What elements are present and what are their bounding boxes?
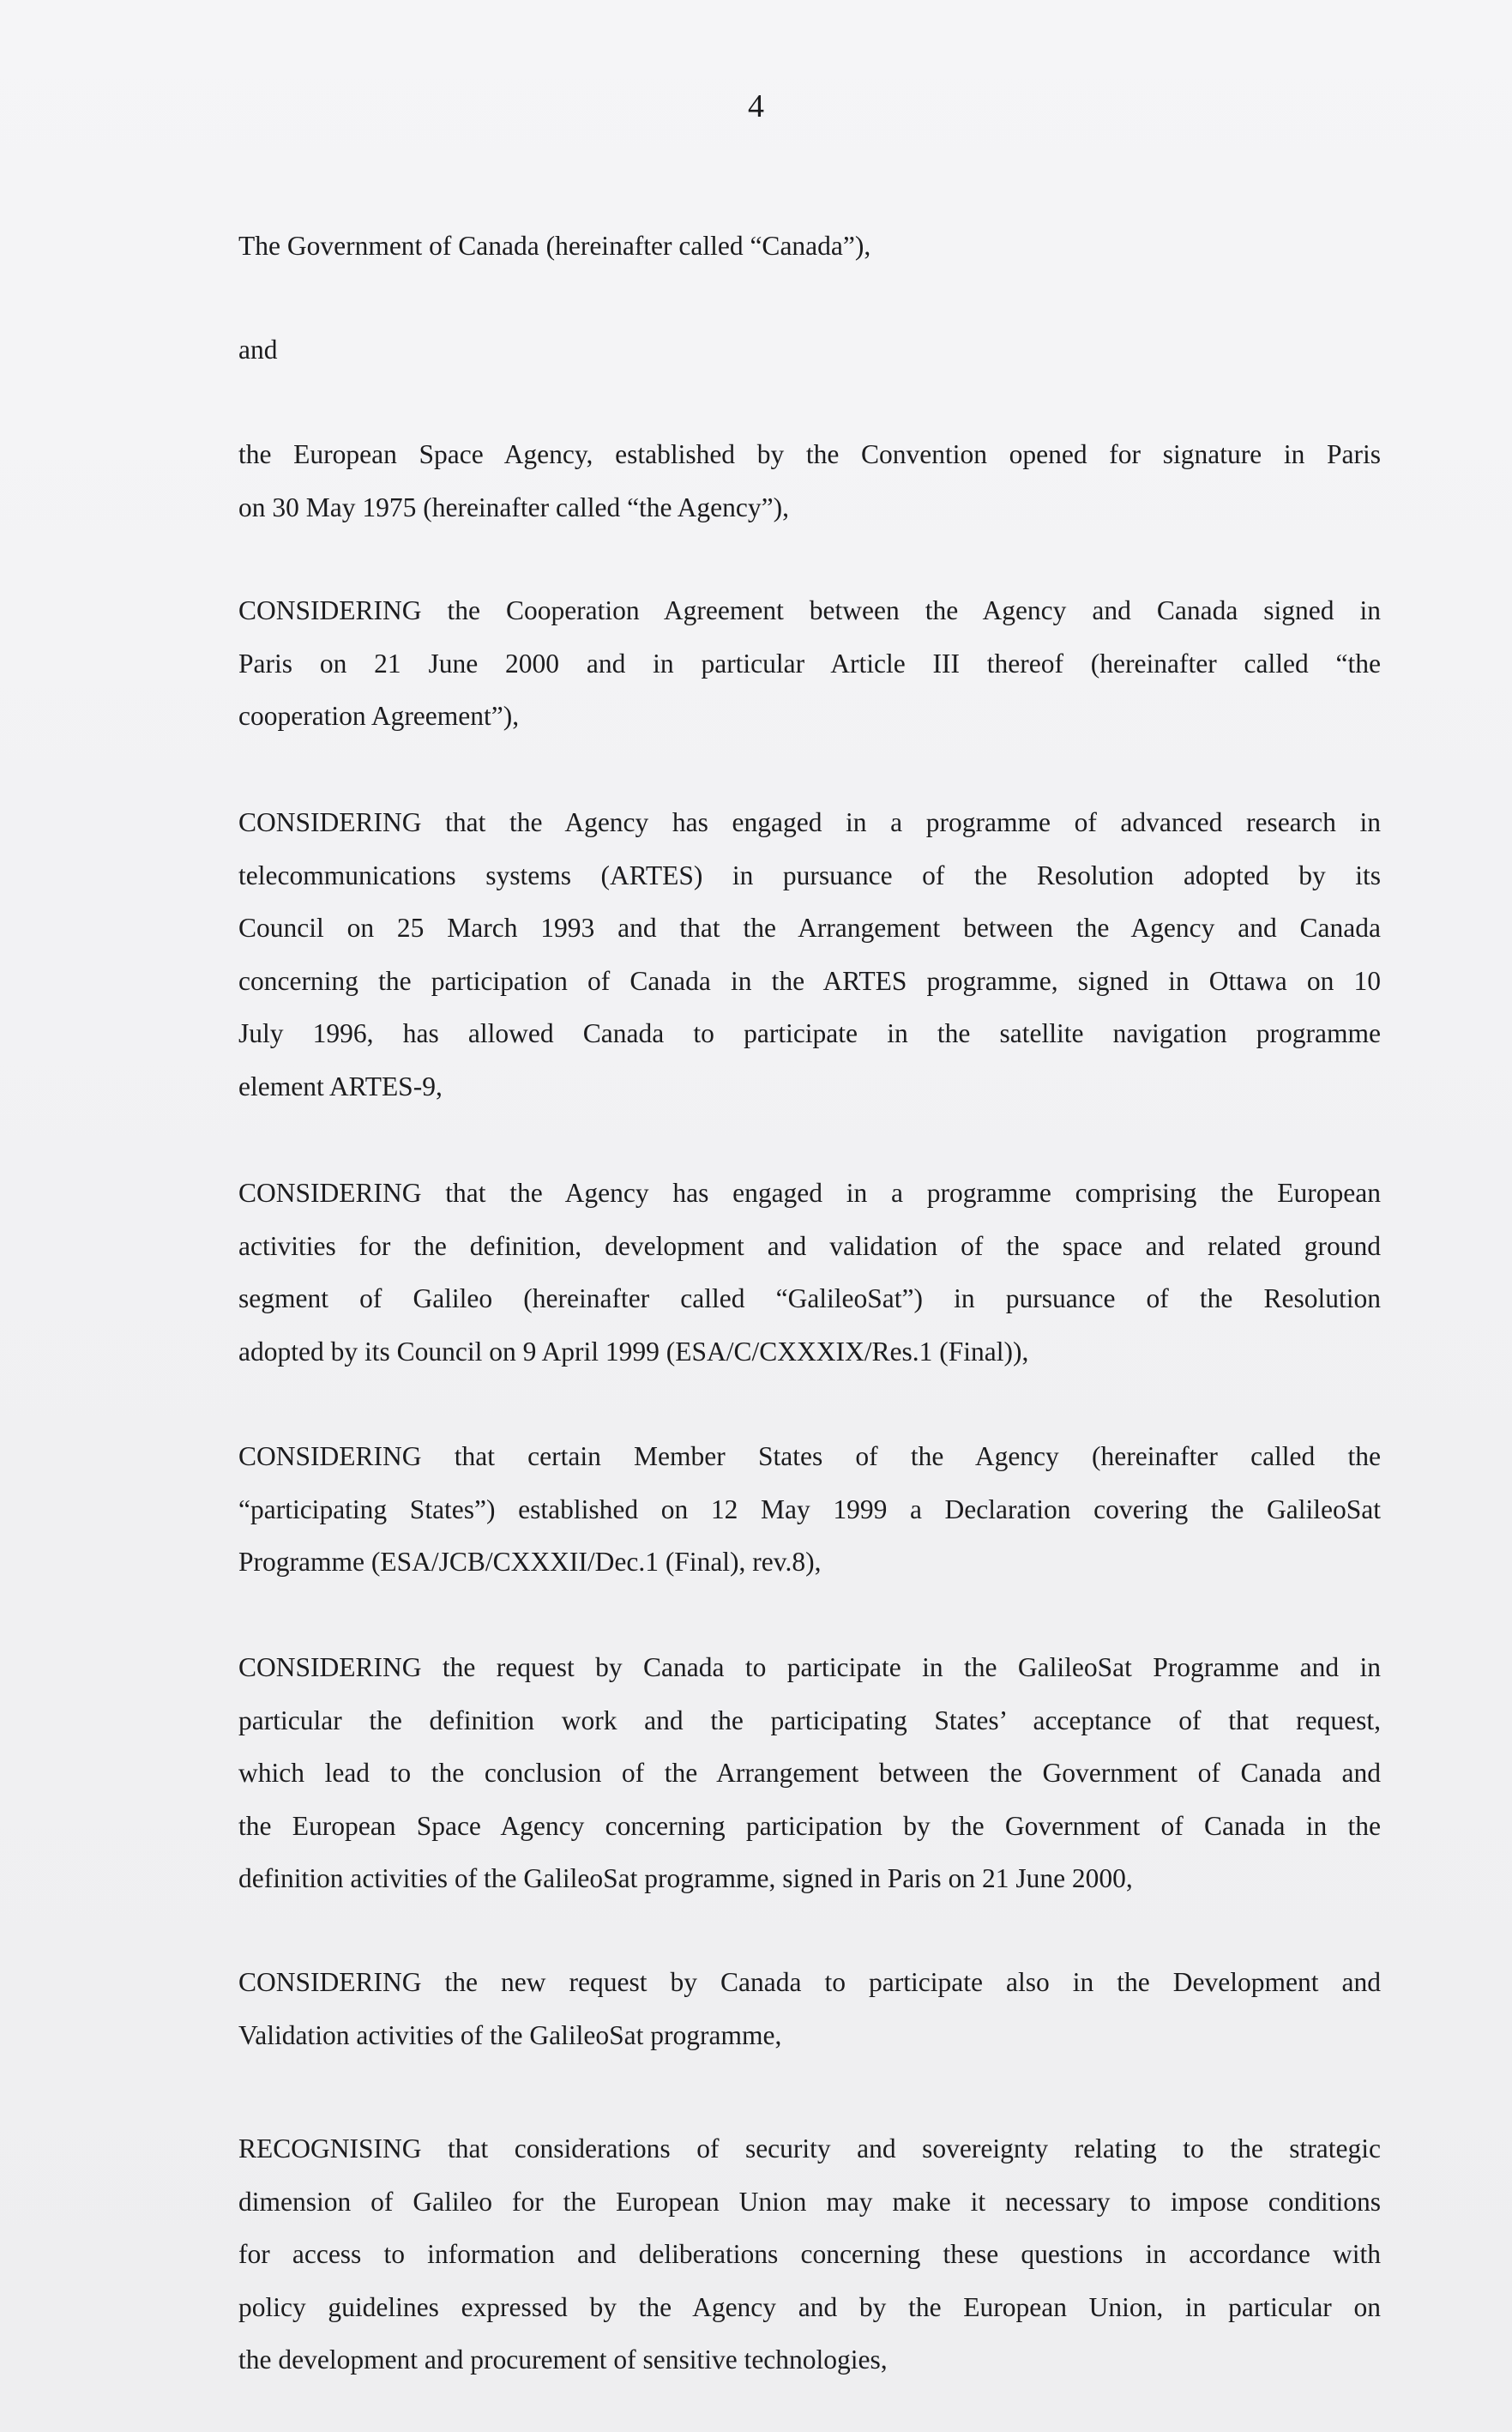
- text-line: CONSIDERING that the Agency has engaged in a programme comprising the European: [238, 1178, 1381, 1208]
- text-line: Council on 25 March 1993 and that the Arrangement between the Agency and Canada: [238, 913, 1381, 943]
- text-line: concerning the participation of Canada in the ARTES programme, signed in Ottawa on 10: [238, 965, 1381, 996]
- text-line: Validation activities of the GalileoSat programme,: [238, 2019, 782, 2050]
- page-number: 4: [748, 88, 764, 124]
- text-line: RECOGNISING that considerations of security and sovereignty relating to the strategic: [238, 2133, 1381, 2163]
- text-line: definition activities of the GalileoSat programme, signed in Paris on 21 June 2000,: [238, 1863, 1133, 1893]
- text-line: CONSIDERING the request by Canada to participate in the GalileoSat Programme and in: [238, 1652, 1381, 1682]
- text-line: CONSIDERING that the Agency has engaged in a programme of advanced research in: [238, 807, 1381, 837]
- paragraph-considering-cooperation: [238, 584, 1381, 743]
- text-line: The Government of Canada (hereinafter called “Canada”),: [238, 231, 871, 261]
- text-line: telecommunications systems (ARTES) in pursuance of the Resolution adopted by its: [238, 860, 1381, 890]
- text-line: the development and procurement of sensitive technologies,: [238, 2344, 888, 2375]
- text-line: particular the definition work and the participating States’ acceptance of that request,: [238, 1705, 1381, 1735]
- text-line: element ARTES-9,: [238, 1071, 443, 1101]
- text-line: CONSIDERING the new request by Canada to participate also in the Development and: [238, 1967, 1381, 1997]
- paragraph-recognising-security: [238, 2122, 1381, 2387]
- paragraph-parties-canada: [238, 220, 1381, 273]
- text-line: Paris on 21 June 2000 and in particular Article III thereof (hereinafter called “the: [238, 648, 1381, 679]
- paragraph-parties-agency: [238, 428, 1381, 534]
- paragraph-and: [238, 323, 1381, 377]
- text-line: on 30 May 1975 (hereinafter called “the Agency”),: [238, 492, 789, 522]
- text-line: the European Space Agency concerning participation by the Government of Canada in the: [238, 1810, 1381, 1841]
- text-line: which lead to the conclusion of the Arrangement between the Government of Canada and: [238, 1758, 1381, 1788]
- paragraph-considering-member-states: [238, 1430, 1381, 1589]
- paragraph-considering-new-request: [238, 1956, 1381, 2061]
- paragraph-considering-artes: [238, 796, 1381, 1113]
- text-line: CONSIDERING the Cooperation Agreement between the Agency and Canada signed in: [238, 595, 1381, 625]
- text-line: policy guidelines expressed by the Agency and by the European Union, in particular on: [238, 2291, 1381, 2322]
- paragraph-considering-galileosat: [238, 1167, 1381, 1378]
- text-line: cooperation Agreement”),: [238, 701, 520, 731]
- text-line: Programme (ESA/JCB/CXXXII/Dec.1 (Final), rev.8),: [238, 1547, 822, 1577]
- text-line: segment of Galileo (hereinafter called “GalileoSat”) in pursuance of the Resolution: [238, 1283, 1381, 1313]
- text-line: adopted by its Council on 9 April 1999 (ESA/C/CXXXIX/Res.1 (Final)),: [238, 1336, 1029, 1367]
- text-line: “participating States”) established on 12 May 1999 a Declaration covering the GalileoSat: [238, 1494, 1381, 1524]
- text-line: activities for the definition, development and validation of the space and related ground: [238, 1230, 1381, 1261]
- text-line: dimension of Galileo for the European Union may make it necessary to impose conditions: [238, 2186, 1381, 2217]
- text-line: and: [238, 335, 278, 365]
- text-line: for access to information and deliberations concerning these questions in accordance with: [238, 2239, 1381, 2269]
- text-line: the European Space Agency, established by the Convention opened for signature in Paris: [238, 439, 1381, 469]
- text-line: CONSIDERING that certain Member States of the Agency (hereinafter called the: [238, 1441, 1381, 1471]
- text-line: July 1996, has allowed Canada to participate in the satellite navigation programme: [238, 1018, 1381, 1048]
- paragraph-considering-request: [238, 1641, 1381, 1905]
